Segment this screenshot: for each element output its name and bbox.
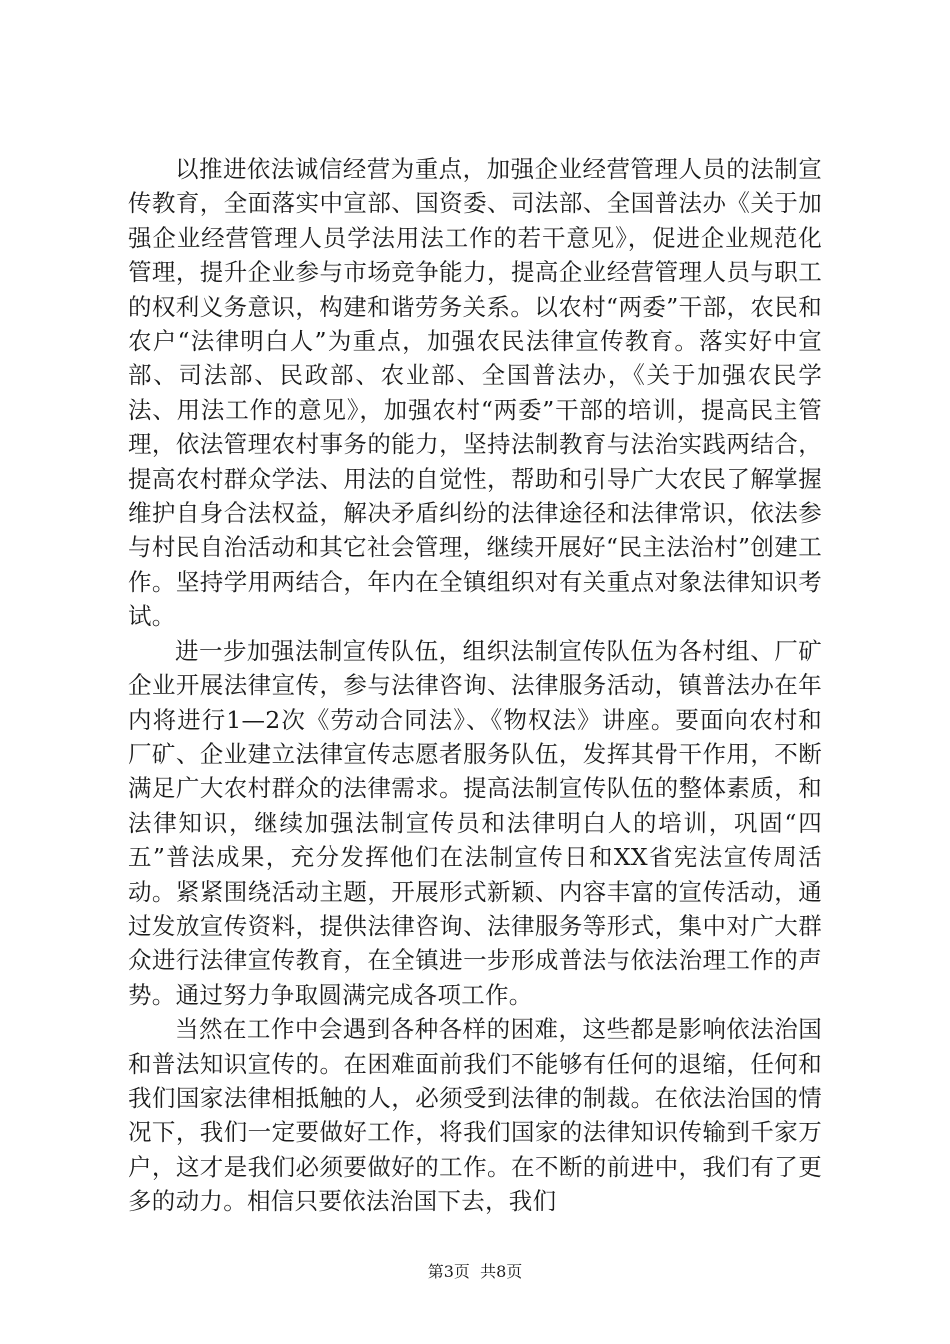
paragraph-1: 以推进依法诚信经营为重点，加强企业经营管理人员的法制宣传教育，全面落实中宣部、国资委、司法部、全国普法办《关于加强企业经营管理人员学法用法工作的若干意见》，促进企业规范化管理，提升企业参与市场竞争能力，提高企业经营管理人员与职工的权利义务意识，构建和谐劳务关系。以农村“两委”干部，农民和农户“法律明白人”为重点，加强农民法律宣传教育。落实好中宣部、司法部、民政部、农业部、全国普法办，《关于加强农民学法、用法工作的意见》，加强农村“两委”干部的培训，提高民主管理，依法管理农村事务的能力，坚持法制教育与法治实践两结合，提高农村群众学法、用法的自觉性，帮助和引导广大农民了解掌握维护自身合法权益，解决矛盾纠纷的法律途径和法律常识，依法参与村民自治活动和其它社会管理，继续开展好“民主法治村”创建工作。坚持学用两结合，年内在全镇组织对有关重点对象法律知识考试。 [128, 155, 822, 631]
paragraph-3: 当然在工作中会遇到各种各样的困难，这些都是影响依法治国和普法知识宣传的。在困难面前我们不能够有任何的退缩，任何和我们国家法律相抵触的人，必须受到法律的制裁。在依法治国的情况下，我们一定要做好工作，将我们国家的法律知识传输到千家万户，这才是我们必须要做好的工作。在不断的前进中，我们有了更多的动力。相信只要依法治国下去，我们 [128, 1015, 822, 1216]
document-body [128, 152, 822, 1219]
paragraph-2: 进一步加强法制宣传队伍，组织法制宣传队伍为各村组、厂矿企业开展法律宣传，参与法律咨询、法律服务活动，镇普法办在年内将进行1—2次《劳动合同法》、《物权法》讲座。要面向农村和厂矿、企业建立法律宣传志愿者服务队伍，发挥其骨干作用，不断满足广大农村群众的法律需求。提高法制宣传队伍的整体素质，和法律知识，继续加强法制宣传员和法律明白人的培训，巩固“四五”普法成果，充分发挥他们在法制宣传日和XX省宪法宣传周活动。紧紧围绕活动主题，开展形式新颖、内容丰富的宣传活动，通过发放宣传资料，提供法律咨询、法律服务等形式，集中对广大群众进行法律宣传教育，在全镇进一步形成普法与依法治理工作的声势。通过努力争取圆满完成各项工作。 [128, 636, 822, 1009]
page-number-footer: 第3页 共8页 [427, 1262, 523, 1281]
